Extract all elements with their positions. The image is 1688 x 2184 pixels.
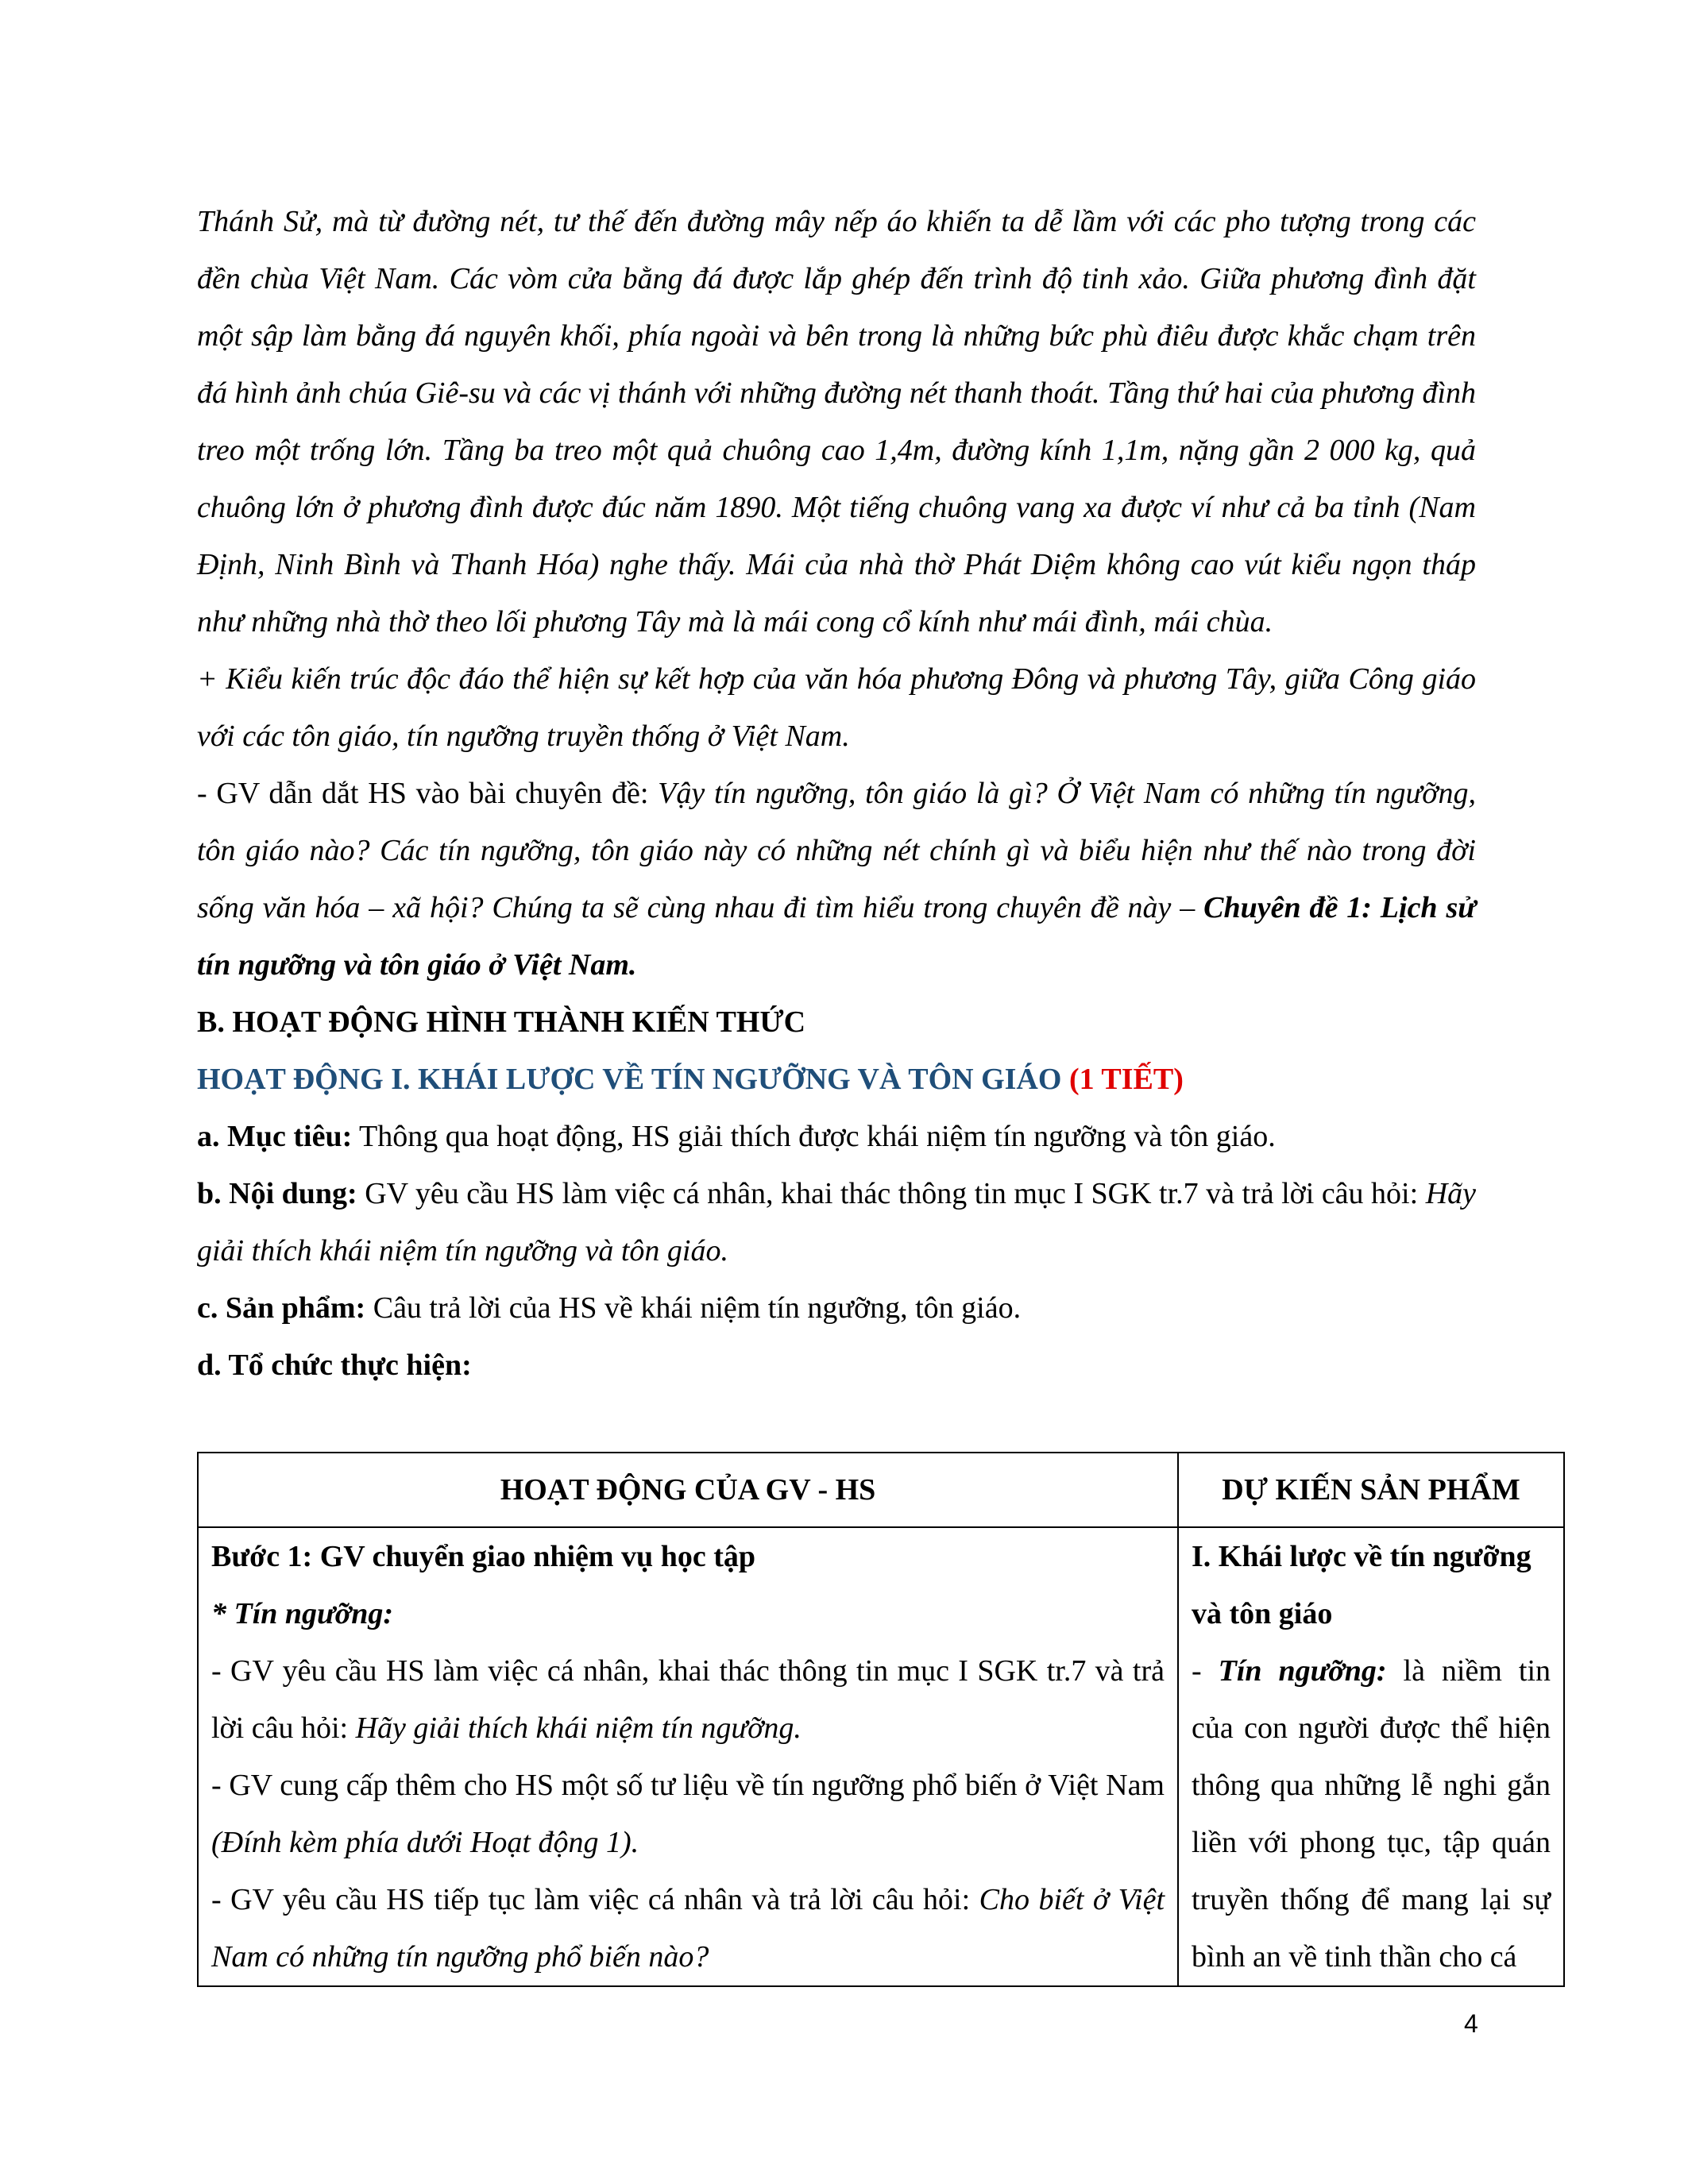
- task1-question: Hãy giải thích khái niệm tín ngưỡng.: [355, 1711, 802, 1745]
- product-label: c. Sản phẩm:: [197, 1291, 366, 1325]
- belief-heading: * Tín ngưỡng:: [211, 1597, 393, 1630]
- table-header-row: [198, 1453, 1564, 1527]
- belief-term: Tín ngưỡng:: [1218, 1654, 1387, 1688]
- content-question: Hãy giải thích khái niệm tín ngưỡng và tôn giáo.: [197, 1177, 1476, 1268]
- table-row: [198, 1527, 1564, 1986]
- document-body: [197, 193, 1476, 1394]
- activity-duration: (1 TIẾT): [1068, 1063, 1184, 1096]
- section-b-title: B. HOẠT ĐỘNG HÌNH THÀNH KIẾN THỨC: [197, 1005, 806, 1039]
- objective-line: [197, 1108, 1476, 1165]
- topic-title: Chuyên đề 1: Lịch sử tín ngưỡng và tôn giáo ở Việt Nam.: [197, 891, 1477, 982]
- product-heading: I. Khái lược về tín ngưỡng và tôn giáo: [1192, 1540, 1532, 1630]
- organization-label: d. Tổ chức thực hiện:: [197, 1349, 472, 1382]
- product-text: Câu trả lời của HS về khái niệm tín ngưỡng, tôn giáo.: [365, 1291, 1022, 1325]
- objective-label: a. Mục tiêu:: [197, 1120, 353, 1153]
- expected-product-cell: [1178, 1527, 1564, 1986]
- task3-prefix: - GV yêu cầu HS tiếp tục làm việc cá nhân và trả lời câu hỏi:: [211, 1883, 979, 1916]
- gv-lead-prefix: - GV dẫn dắt HS vào bài chuyên đề:: [197, 777, 659, 810]
- task1: [211, 1642, 1165, 1757]
- product-line: [197, 1279, 1476, 1337]
- activity-title: HOẠT ĐỘNG I. KHÁI LƯỢC VỀ TÍN NGƯỠNG VÀ TÔN GIÁO: [197, 1063, 1062, 1096]
- objective-text: Thông qua hoạt động, HS giải thích được khái niệm tín ngưỡng và tôn giáo.: [352, 1120, 1276, 1153]
- activity-table: [197, 1452, 1565, 1987]
- belief-definition-text: là niềm tin của con người được thể hiện thông qua những lễ nghi gắn liền với phong tục, tập quán truyền thống để mang lại sự bình an về tinh thần cho cá: [1192, 1654, 1551, 1974]
- task3: [211, 1871, 1165, 1985]
- architecture-note: + Kiểu kiến trúc độc đáo thể hiện sự kết hợp của văn hóa phương Đông và phương Tây, giữa Công giáo với các tôn giáo, tín ngưỡng truyền thống ở Việt Nam.: [197, 662, 1476, 753]
- step1-title: Bước 1: GV chuyển giao nhiệm vụ học tập: [211, 1540, 755, 1573]
- activity-title-line: [197, 1051, 1476, 1108]
- gv-lead-question: Vậy tín ngưỡng, tôn giáo là gì? Ở Việt Nam có những tín ngưỡng, tôn giáo nào? Các tín ngưỡng, tôn giáo này có những nét chính gì và biểu hiện như thế nào trong đời sống văn hóa – xã hội? Chúng ta sẽ cùng nhau đi tìm hiểu trong chuyên đề này –: [197, 777, 1476, 924]
- intro-paragraph: Thánh Sử, mà từ đường nét, tư thế đến đường mây nếp áo khiến ta dễ lầm với các pho tượng trong các đền chùa Việt Nam. Các vòm cửa bằng đá được lắp ghép đến trình độ tinh xảo. Giữa phương đình đặt một sập làm bằng đá nguyên khối, phía ngoài và bên trong là những bức phù điêu được khắc chạm trên đá hình ảnh chúa Giê-su và các vị thánh với những đường nét thanh thoát. Tầng thứ hai của phương đình treo một trống lớn. Tầng ba treo một quả chuông cao 1,4m, đường kính 1,1m, nặng gần 2 000 kg, quả chuông lớn ở phương đình được đúc năm 1890. Một tiếng chuông vang xa được ví như cả ba tỉnh (Nam Định, Ninh Bình và Thanh Hóa) nghe thấy. Mái của nhà thờ Phát Diệm không cao vút kiểu ngọn tháp như những nhà thờ theo lối phương Tây mà là mái cong cổ kính như mái đình, mái chùa.: [197, 205, 1476, 639]
- content-line: [197, 1165, 1476, 1279]
- task2-prefix: - GV cung cấp thêm cho HS một số tư liệu về tín ngưỡng phổ biến ở Việt Nam: [211, 1769, 1165, 1802]
- task1-prefix: - GV yêu cầu HS làm việc cá nhân, khai thác thông tin mục I SGK tr.7 và trả lời câu hỏi:: [211, 1654, 1165, 1745]
- page-number: 4: [1464, 2009, 1478, 2038]
- belief-definition: - Tín ngưỡng: là niềm tin của con người được thể hiện thông qua những lễ nghi gắn liền với phong tục, tập quán truyền thống để mang lại sự bình an về tinh thần cho cá: [1192, 1654, 1551, 1974]
- task3-question: Cho biết ở Việt Nam có những tín ngưỡng phổ biến nào?: [211, 1883, 1165, 1974]
- gv-lead-paragraph: [197, 765, 1476, 994]
- header-expected-product: DỰ KIẾN SẢN PHẨM: [1178, 1453, 1564, 1527]
- teacher-student-cell: [198, 1527, 1178, 1986]
- content-label: b. Nội dung:: [197, 1177, 357, 1210]
- task2: [211, 1757, 1165, 1871]
- task2-note: (Đính kèm phía dưới Hoạt động 1).: [211, 1826, 639, 1859]
- content-text: GV yêu cầu HS làm việc cá nhân, khai thác thông tin mục I SGK tr.7 và trả lời câu hỏi:: [357, 1177, 1426, 1210]
- header-teacher-student: HOẠT ĐỘNG CỦA GV - HS: [198, 1453, 1178, 1527]
